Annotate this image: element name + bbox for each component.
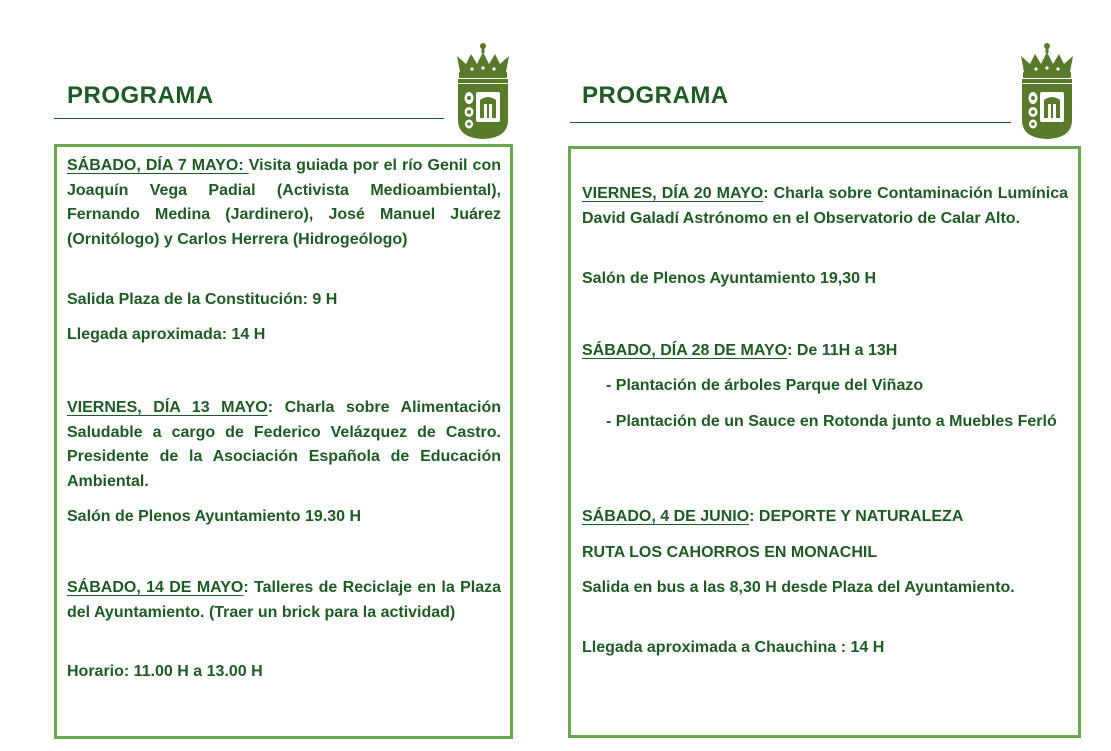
coat-of-arms-icon <box>454 42 512 140</box>
event-4-junio-description <box>582 505 1068 530</box>
coat-of-arms-icon <box>1018 42 1076 140</box>
event-13-mayo-description <box>67 396 501 494</box>
event-28-mayo-activity-1: - Plantación de árboles Parque del Viñazo <box>606 377 924 394</box>
event-14-mayo-description <box>67 576 501 625</box>
event-description: : DEPORTE Y NATURALEZA <box>749 508 964 525</box>
event-20-mayo-venue: Salón de Plenos Ayuntamiento 19,30 H <box>582 270 876 287</box>
event-28-mayo-activity-2: - Plantación de un Sauce en Rotonda junto a Muebles Ferló <box>606 413 1057 430</box>
event-date-label: VIERNES, DÍA 20 MAYO <box>582 185 764 202</box>
event-14-mayo-hours: Horario: 11.00 H a 13.00 H <box>67 663 263 680</box>
event-date-label: SÁBADO, DÍA 28 DE MAYO <box>582 342 788 359</box>
event-7-mayo-description <box>67 154 501 252</box>
event-description: : Charla sobre Alimentación Saludable a cargo de Federico Velázquez de Castro. Presidente de la Asociación Española de Educación Ambiental. <box>67 399 501 490</box>
event-7-mayo-arrival: Llegada aproximada: 14 H <box>67 326 266 343</box>
left-page-title: PROGRAMA <box>67 82 214 109</box>
right-title-rule <box>570 122 1011 123</box>
event-4-junio-route: RUTA LOS CAHORROS EN MONACHIL <box>582 544 878 561</box>
event-7-mayo-departure: Salida Plaza de la Constitución: 9 H <box>67 291 338 308</box>
event-20-mayo-description <box>582 182 1068 231</box>
event-4-junio-arrival: Llegada aproximada a Chauchina : 14 H <box>582 639 885 656</box>
right-page-title: PROGRAMA <box>582 82 729 109</box>
event-description: : De 11H a 13H <box>787 342 898 359</box>
event-4-junio-departure: Salida en bus a las 8,30 H desde Plaza del Ayuntamiento. <box>582 579 1015 596</box>
event-date-label: SÁBADO, DÍA 7 MAYO: <box>67 157 249 174</box>
left-title-rule <box>54 118 444 119</box>
event-28-mayo-description <box>582 339 1068 364</box>
event-date-label: SÁBADO, 14 DE MAYO <box>67 579 244 596</box>
event-date-label: VIERNES, DÍA 13 MAYO <box>67 399 268 416</box>
event-13-mayo-venue: Salón de Plenos Ayuntamiento 19.30 H <box>67 508 361 525</box>
event-description: : Charla sobre Contaminación Lumínica David Galadí Astrónomo en el Observatorio de Calar Alto. <box>582 185 1068 227</box>
event-description: Visita guiada por el río Genil con Joaquín Vega Padial (Activista Medioambiental), Fernando Medina (Jardinero), José Manuel Juárez (Ornitólogo) y Carlos Herrera (Hidrogeólogo) <box>67 157 502 248</box>
event-description: : Talleres de Reciclaje en la Plaza del Ayuntamiento. (Traer un brick para la actividad) <box>67 579 502 621</box>
event-date-label: SÁBADO, 4 DE JUNIO <box>582 508 750 525</box>
